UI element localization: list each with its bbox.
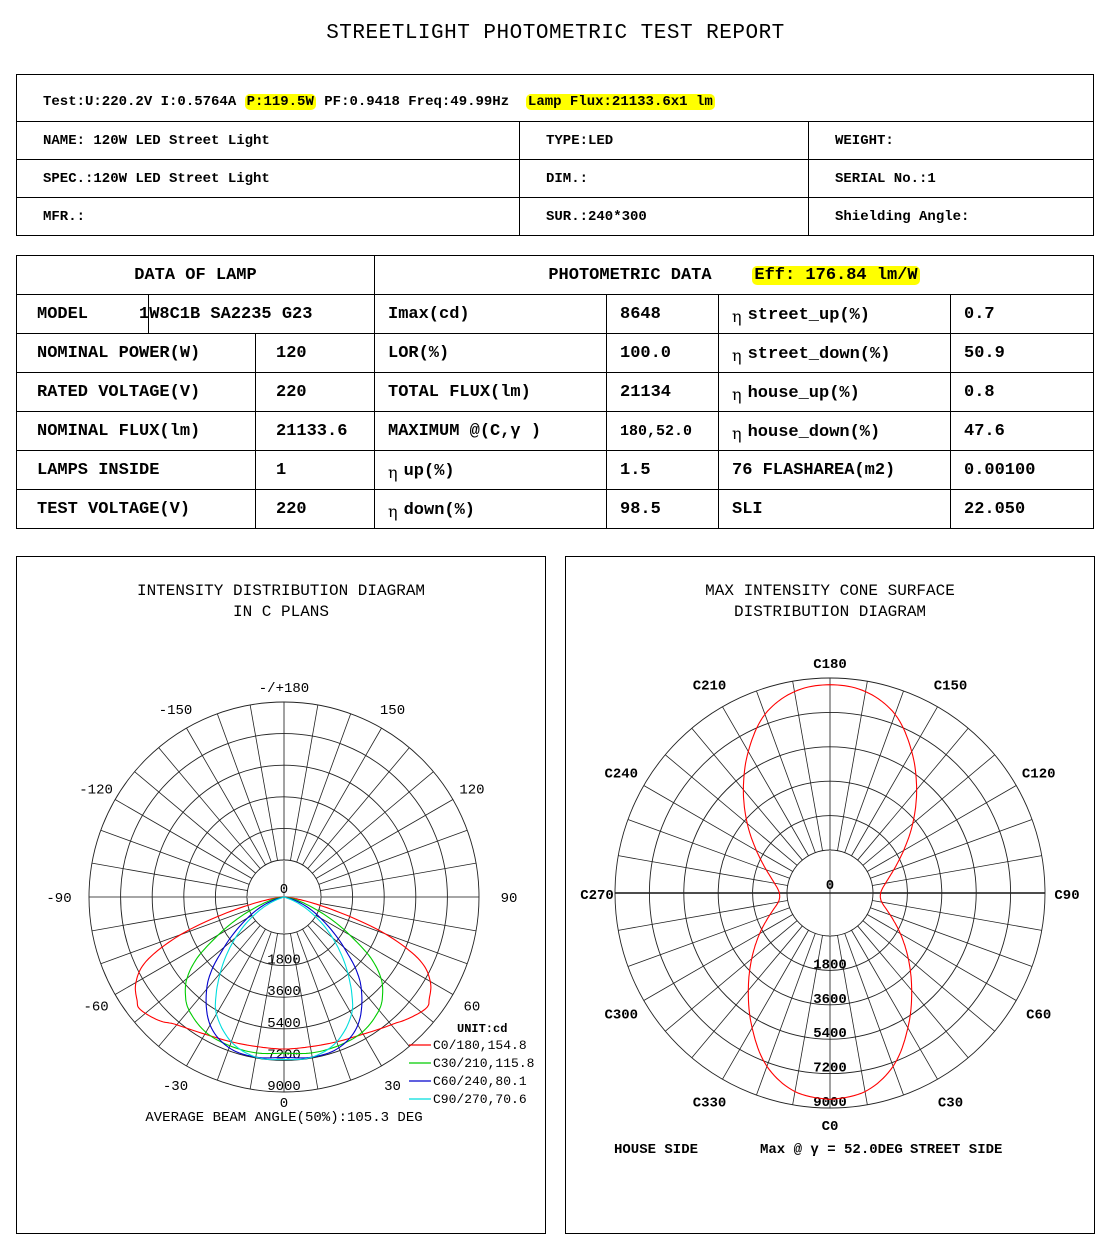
photo-row-label2: [719, 451, 951, 490]
test-middle: PF:0.9418 Freq:49.99Hz: [324, 94, 510, 110]
table-row: [17, 412, 1094, 451]
polar-spoke: [618, 900, 787, 930]
lamp-row-value: [256, 490, 375, 529]
radial-tick-label: 0: [279, 882, 289, 898]
photo-row-label: [375, 490, 607, 529]
max-gamma-label: Max @ γ = 52.0DEG: [760, 1142, 903, 1158]
angle-label: -120: [79, 782, 113, 799]
polar-spoke: [159, 748, 261, 869]
mfr-cell: MFR.:: [17, 198, 520, 236]
lamp-row-label: [17, 373, 256, 412]
polar-spoke: [756, 933, 815, 1095]
photo-row-value2: [951, 334, 1094, 373]
cone-title-line2: DISTRIBUTION DIAGRAM: [733, 603, 927, 621]
weight-cell: WEIGHT:: [809, 122, 1094, 160]
model-label: MODEL: [37, 304, 89, 324]
lamp-row-label-text: RATED VOLTAGE(V): [37, 382, 201, 402]
lamp-flux-highlight: Lamp Flux:21133.6x1 lm: [527, 94, 713, 110]
photo-row-value2: [951, 295, 1094, 334]
photo-row-value: [607, 490, 719, 529]
polar-spoke: [858, 728, 969, 860]
eta-symbol: η: [388, 462, 398, 482]
polar-spoke: [250, 705, 277, 861]
lamp-row-value-text: 1: [276, 460, 287, 480]
lamp-row-value-text: 220: [276, 382, 307, 402]
photo-row-value: [607, 334, 719, 373]
beam-angle-footer: AVERAGE BEAM ANGLE(50%):105.3 DEG: [145, 1110, 423, 1126]
intensity-polar-chart: [17, 557, 545, 1233]
photo-row-label2: [719, 412, 951, 451]
photo-row-label2-text: SLI: [732, 499, 763, 519]
cone-polar-chart: [566, 557, 1094, 1233]
photo-row-value2: [951, 373, 1094, 412]
polar-spoke: [628, 819, 790, 878]
polar-spoke: [101, 910, 249, 964]
cone-surface-panel: [565, 556, 1095, 1234]
photo-row-label-text: LOR(%): [388, 343, 450, 363]
legend: [409, 1022, 534, 1107]
lamp-photometric-table: [16, 255, 1094, 529]
polar-spoke: [793, 681, 823, 850]
legend-entry: C0/180,154.8: [433, 1038, 527, 1053]
radial-tick-label: 7200: [267, 1047, 301, 1064]
polar-spoke: [872, 856, 1041, 886]
angle-label: -/+180: [258, 681, 310, 697]
power-highlight: P:119.5W: [246, 94, 314, 110]
polar-spoke: [845, 933, 904, 1095]
intensity-title-line2: IN C PLANS: [232, 603, 329, 621]
angle-label: C150: [933, 678, 968, 695]
photo-row-value2: [951, 412, 1094, 451]
radial-tick-label: 7200: [813, 1060, 847, 1077]
radial-tick-label: 0: [825, 878, 835, 894]
polar-spoke: [863, 755, 995, 866]
polar-spoke: [312, 921, 433, 1023]
photo-row-label-text: up(%): [403, 461, 455, 481]
polar-spoke: [845, 691, 904, 853]
polar-spoke: [319, 830, 467, 884]
photo-row-value-text: 8648: [620, 304, 661, 324]
angle-label: 60: [463, 999, 481, 1016]
photo-row-label: [375, 334, 607, 373]
polar-spoke: [92, 903, 248, 930]
table-row: [17, 295, 1094, 334]
lamp-row-value-text: 21133.6: [276, 421, 348, 441]
photo-row-value: [607, 412, 719, 451]
photometric-header: PHOTOMETRIC DATA: [548, 265, 712, 285]
lamp-row-value: [256, 412, 375, 451]
eta-symbol: η: [732, 384, 742, 404]
report-title: STREETLIGHT PHOTOMETRIC TEST REPORT: [326, 22, 785, 45]
table-row: [17, 334, 1094, 373]
photo-row-value-text: 1.5: [620, 460, 651, 480]
lamp-row-label: [17, 490, 256, 529]
angle-label: C0: [821, 1119, 839, 1135]
photo-row-label2: [719, 334, 951, 373]
photo-row-value: [607, 451, 719, 490]
lamp-row-value: [256, 373, 375, 412]
legend-entry: C30/210,115.8: [433, 1056, 535, 1071]
radial-tick-label: 9000: [267, 1079, 301, 1095]
eta-symbol: η: [388, 501, 398, 521]
lamp-row-label: [17, 451, 256, 490]
lamp-row-value-text: 120: [276, 343, 307, 363]
polar-spoke: [628, 908, 790, 967]
photo-row-label2: [719, 295, 951, 334]
photo-row-value2-text: 50.9: [964, 343, 1005, 363]
photo-row-label2-text: house_up(%): [747, 383, 860, 403]
polar-spoke: [872, 900, 1041, 930]
table-row: [17, 373, 1094, 412]
angle-label: 90: [500, 891, 518, 907]
angle-label: C60: [1026, 1007, 1052, 1024]
spec-cell: SPEC.:120W LED Street Light: [17, 160, 520, 198]
lamp-row-label-text: LAMPS INSIDE: [37, 460, 160, 480]
intensity-title-line1: INTENSITY DISTRIBUTION DIAGRAM: [136, 582, 426, 600]
efficacy-highlight: Eff: 176.84 lm/W: [754, 265, 918, 285]
polar-spoke: [101, 830, 249, 884]
lamp-data-header: DATA OF LAMP: [17, 256, 375, 295]
type-cell: TYPE:LED: [520, 122, 809, 160]
radial-tick-label: 1800: [267, 952, 301, 969]
polar-spoke: [312, 772, 433, 874]
photo-row-value2-text: 22.050: [964, 499, 1026, 519]
polar-spoke: [290, 705, 317, 861]
photo-row-value2-text: 0.7: [964, 304, 995, 324]
sur-cell: SUR.:240*300: [520, 198, 809, 236]
photo-row-label-text: down(%): [403, 500, 476, 520]
angle-label: -60: [83, 999, 109, 1016]
photo-row-value-text: 100.0: [620, 343, 672, 363]
polar-spoke: [320, 903, 476, 930]
angle-label: 0: [279, 1096, 289, 1112]
photo-row-label2: [719, 490, 951, 529]
photo-row-value2: [951, 490, 1094, 529]
radial-tick-label: 3600: [813, 991, 847, 1008]
polar-spoke: [135, 921, 256, 1023]
polar-spoke: [135, 772, 256, 874]
photometric-header-cell: [375, 256, 1094, 295]
table-row: [17, 451, 1094, 490]
lamp-row-value: [256, 451, 375, 490]
angle-label: C180: [813, 657, 847, 673]
photo-row-value2-text: 0.8: [964, 382, 995, 402]
angle-label: C240: [604, 766, 639, 783]
polar-spoke: [217, 714, 271, 862]
model-value: 1W8C1B SA2235 G23: [139, 305, 313, 324]
shielding-cell: Shielding Angle:: [809, 198, 1094, 236]
angle-label: C300: [604, 1007, 639, 1024]
photo-row-label2-text: 76 FLASHAREA(m2): [732, 460, 896, 480]
polar-spoke: [858, 926, 969, 1058]
angle-label: 30: [384, 1078, 401, 1095]
photo-row-label-text: MAXIMUM @(C,γ ): [388, 421, 542, 441]
model-cell: [17, 295, 375, 334]
angle-label: -30: [162, 1078, 189, 1095]
photo-row-value-text: 180,52.0: [620, 422, 693, 440]
photo-row-value2: [951, 451, 1094, 490]
polar-spoke: [618, 856, 787, 886]
eta-symbol: η: [732, 306, 742, 326]
lamp-row-label-text: NOMINAL FLUX(lm): [37, 421, 201, 441]
polar-spoke: [665, 921, 797, 1032]
photo-row-label2-text: street_up(%): [747, 305, 871, 325]
radial-tick-label: 5400: [813, 1026, 847, 1043]
polar-spoke: [756, 691, 815, 853]
angle-label: 150: [379, 703, 406, 720]
legend-entry: C90/270,70.6: [433, 1092, 527, 1107]
unit-label: UNIT:cd: [457, 1022, 508, 1036]
intensity-distribution-panel: [16, 556, 546, 1234]
serial-cell: SERIAL No.:1: [809, 160, 1094, 198]
polar-spoke: [297, 714, 351, 862]
radial-tick-label: 1800: [813, 957, 847, 974]
photo-row-value2-text: 47.6: [964, 421, 1005, 441]
polar-spoke: [320, 863, 476, 890]
photo-row-value-text: 21134: [620, 382, 672, 402]
radial-tick-label: 3600: [267, 984, 301, 1001]
photo-row-label: [375, 295, 607, 334]
lamp-row-label-text: NOMINAL POWER(W): [37, 343, 201, 363]
lamp-row-label: [17, 334, 256, 373]
test-info-table: [16, 74, 1094, 236]
test-line: [17, 75, 1094, 122]
test-prefix: Test:U:220.2V I:0.5764A: [43, 94, 237, 110]
polar-spoke: [319, 910, 467, 964]
angle-label: C120: [1021, 766, 1056, 783]
model-divider: [148, 295, 149, 333]
house-side-label: HOUSE SIDE: [614, 1142, 699, 1158]
angle-label: -90: [46, 891, 72, 907]
angle-label: -150: [158, 703, 193, 720]
photo-row-value-text: 98.5: [620, 499, 661, 519]
lamp-row-label: [17, 412, 256, 451]
lamp-row-value-text: 220: [276, 499, 307, 519]
cone-title-line1: MAX INTENSITY CONE SURFACE: [705, 582, 955, 600]
photo-row-value: [607, 373, 719, 412]
photo-row-label-text: TOTAL FLUX(lm): [388, 382, 531, 402]
name-cell: NAME: 120W LED Street Light: [17, 122, 520, 160]
radial-tick-label: 5400: [267, 1015, 301, 1032]
radial-tick-label: 9000: [813, 1095, 847, 1111]
polar-spoke: [837, 681, 867, 850]
polar-spoke: [863, 921, 995, 1032]
eta-symbol: η: [732, 423, 742, 443]
photo-row-label-text: Imax(cd): [388, 304, 470, 324]
angle-label: C210: [692, 678, 727, 695]
angle-label: C330: [692, 1095, 727, 1112]
photo-row-label: [375, 412, 607, 451]
photo-row-label2: [719, 373, 951, 412]
angle-label: C90: [1054, 888, 1080, 904]
angle-label: 120: [459, 782, 485, 799]
polar-spoke: [692, 728, 803, 860]
photo-row-label2-text: street_down(%): [747, 344, 891, 364]
photo-row-value: [607, 295, 719, 334]
angle-label: C270: [580, 888, 614, 904]
lamp-row-label-text: TEST VOLTAGE(V): [37, 499, 191, 519]
table-row: [17, 490, 1094, 529]
polar-spoke: [870, 908, 1032, 967]
eta-symbol: η: [732, 345, 742, 365]
photo-row-label2-text: house_down(%): [747, 422, 881, 442]
dim-cell: DIM.:: [520, 160, 809, 198]
polar-spoke: [308, 748, 410, 869]
street-side-label: STREET SIDE: [910, 1142, 1003, 1158]
photo-row-label: [375, 373, 607, 412]
polar-spoke: [92, 863, 248, 890]
angle-label: C30: [937, 1095, 964, 1112]
legend-entry: C60/240,80.1: [433, 1074, 527, 1089]
photo-row-label: [375, 451, 607, 490]
lamp-table-body: [17, 295, 1094, 529]
lamp-row-value: [256, 334, 375, 373]
polar-spoke: [665, 755, 797, 866]
polar-spoke: [870, 819, 1032, 878]
polar-spoke: [692, 926, 803, 1058]
photo-row-value2-text: 0.00100: [964, 460, 1036, 480]
